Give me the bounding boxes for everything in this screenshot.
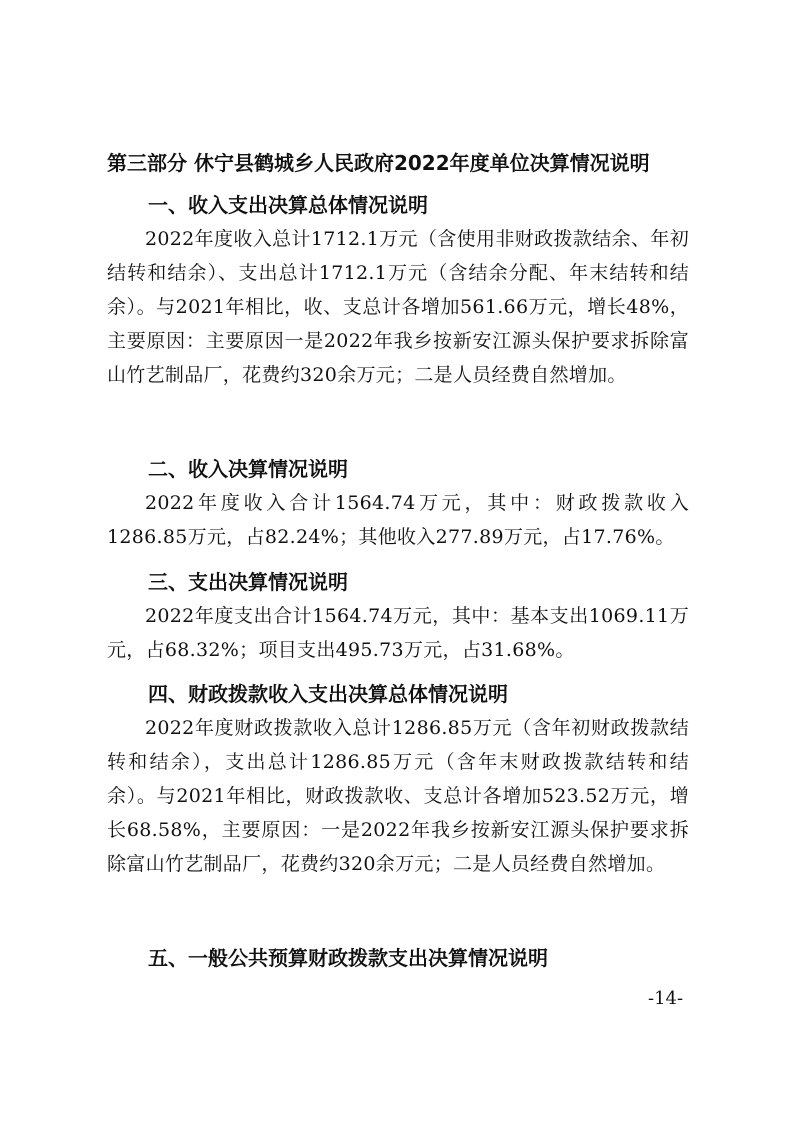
section-4-paragraph: 2022年度财政拨款收入总计1286.85万元（含年初财政拨款结转和结余），支出总计1286.85万元（含年末财政拨款结转和结余）。与2021年相比，财政拨款收、支总计各增加523.52万元，增长68.58%，主要原因：一是2022年我乡按新安江源头保护要求拆除富山竹艺制品厂，花费约320余万元；二是人员经费自然增加。 bbox=[107, 717, 689, 875]
section-3-paragraph: 2022年度支出合计1564.74万元，其中：基本支出1069.11万元，占68.32%；项目支出495.73万元，占31.68%。 bbox=[107, 605, 689, 661]
page-number: -14- bbox=[648, 988, 684, 1009]
section-5-heading: 五、一般公共预算财政拨款支出决算情况说明 bbox=[148, 946, 548, 970]
section-1-paragraph: 2022年度收入总计1712.1万元（含使用非财政拨款结余、年初结转和结余）、支出总计1712.1万元（含结余分配、年末结转和结余）。与2021年相比，收、支总计各增加561.66万元，增长48%，主要原因：主要原因一是2022年我乡按新安江源头保护要求拆除富山竹艺制品厂，花费约320余万元；二是人员经费自然增加。 bbox=[107, 228, 689, 386]
section-4-heading: 四、财政拨款收入支出决算总体情况说明 bbox=[148, 682, 508, 706]
section-2-heading: 二、收入决算情况说明 bbox=[148, 457, 348, 481]
section-2-paragraph: 2022年度收入合计1564.74万元，其中：财政拨款收入1286.85万元，占82.24%；其他收入277.89万元，占17.76%。 bbox=[107, 492, 689, 548]
page-title: 第三部分 休宁县鹤城乡人民政府2022年度单位决算情况说明 bbox=[107, 151, 650, 175]
section-3-heading: 三、支出决算情况说明 bbox=[148, 570, 348, 594]
section-1-heading: 一、收入支出决算总体情况说明 bbox=[148, 193, 428, 217]
